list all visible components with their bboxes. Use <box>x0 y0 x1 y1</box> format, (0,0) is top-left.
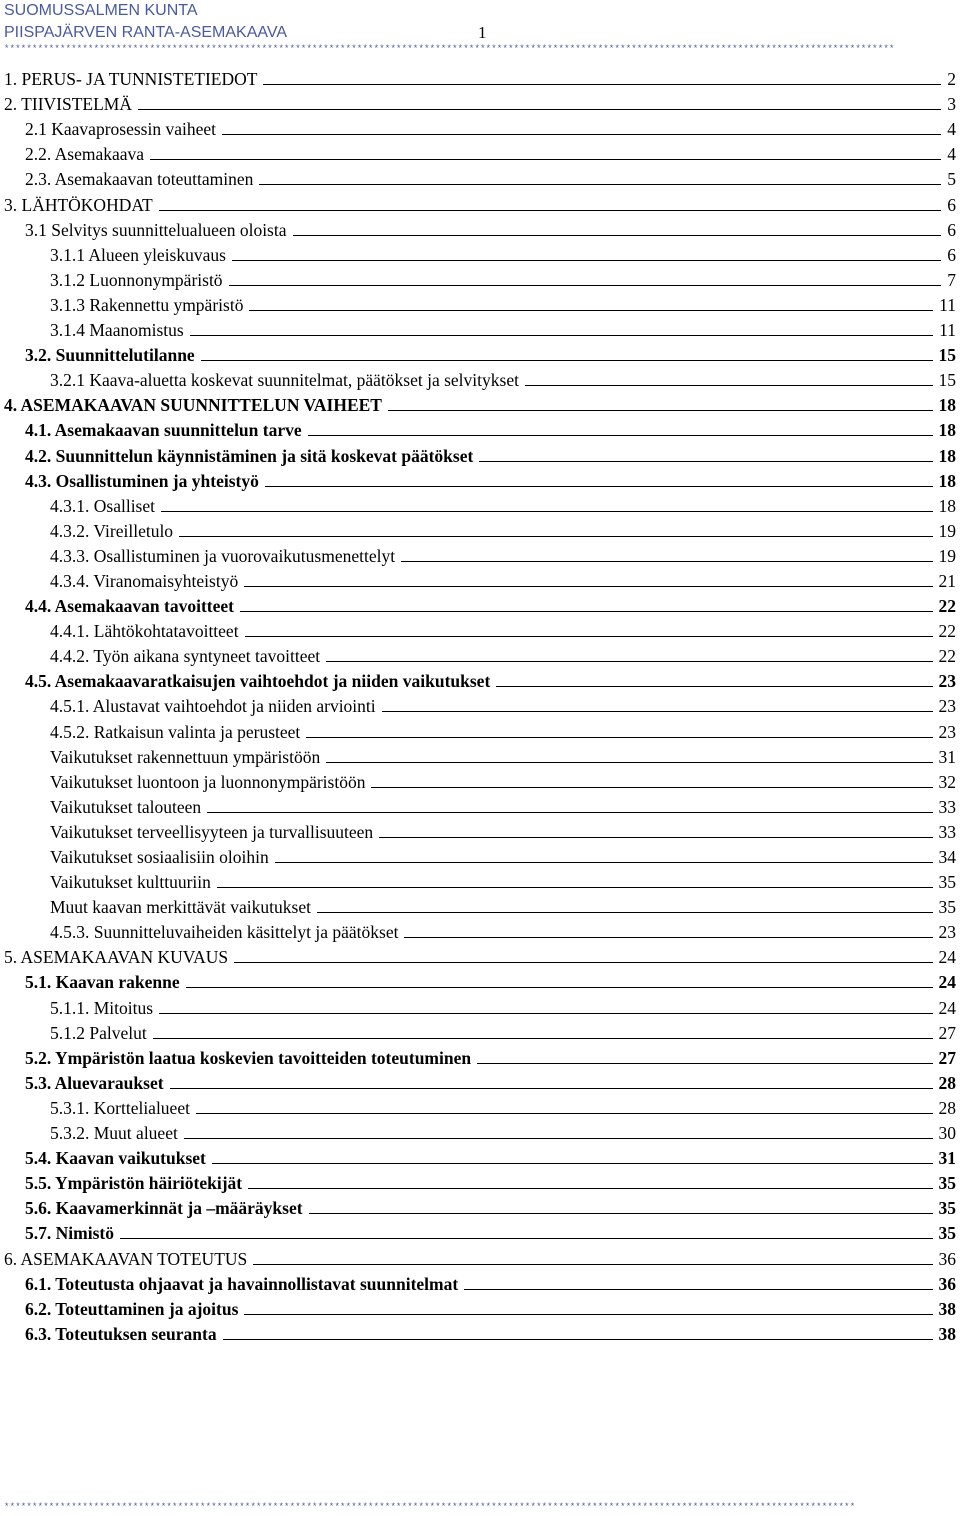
toc-entry[interactable] <box>4 1294 956 1319</box>
toc-entry[interactable] <box>4 390 956 415</box>
toc-leader-line <box>223 1339 933 1340</box>
toc-entry-title: 5.5. Ympäristön häiriötekijät <box>25 1173 243 1194</box>
toc-entry-title: Vaikutukset kulttuuriin <box>50 872 211 893</box>
toc-entry-title: 5.4. Kaavan vaikutukset <box>25 1148 206 1169</box>
toc-entry[interactable] <box>4 892 956 917</box>
toc-entry-page: 35 <box>938 872 956 893</box>
toc-entry[interactable] <box>4 1269 956 1294</box>
toc-entry-page: 18 <box>938 395 956 416</box>
plan-name: PIISPAJÄRVEN RANTA-ASEMAKAAVA <box>4 24 288 41</box>
toc-entry-page: 4 <box>947 119 956 140</box>
toc-entry-page: 18 <box>938 420 956 441</box>
toc-entry-title: 2. TIIVISTELMÄ <box>4 94 132 115</box>
toc-leader-line <box>379 837 932 838</box>
toc-entry-title: 4.4. Asemakaavan tavoitteet <box>25 596 235 617</box>
toc-entry-page: 2 <box>947 69 956 90</box>
toc-entry-title: 3.1.4 Maanomistus <box>50 320 184 341</box>
toc-entry-page: 27 <box>938 1022 956 1043</box>
toc-entry-page: 15 <box>938 370 956 391</box>
toc-leader-line <box>371 787 932 788</box>
toc-entry[interactable] <box>4 967 956 992</box>
toc-entry[interactable] <box>4 1018 956 1043</box>
toc-entry-title: 6.2. Toteuttaminen ja ajoitus <box>25 1298 239 1319</box>
toc-leader-line <box>170 1088 933 1089</box>
toc-leader-line <box>259 184 941 185</box>
toc-entry-title: 4.5.3. Suunnitteluvaiheiden käsittelyt ja päätökset <box>50 922 399 943</box>
header-separator: *************************************************************************************************************************************************************** <box>4 44 895 54</box>
toc-leader-line <box>525 385 933 386</box>
toc-entry-page: 18 <box>938 495 956 516</box>
toc-entry[interactable] <box>4 641 956 666</box>
toc-entry-page: 24 <box>938 947 956 968</box>
toc-entry[interactable] <box>4 440 956 465</box>
toc-entry-title: 5.3.2. Muut alueet <box>50 1123 178 1144</box>
toc-entry-title: 4.1. Asemakaavan suunnittelun tarve <box>25 420 302 441</box>
toc-leader-line <box>120 1238 933 1239</box>
toc-entry-title: 4.5.1. Alustavat vaihtoehdot ja niiden arviointi <box>50 696 376 717</box>
toc-leader-line <box>240 611 932 612</box>
toc-entry[interactable] <box>4 1093 956 1118</box>
toc-entry[interactable] <box>4 466 956 491</box>
toc-entry-page: 23 <box>938 671 956 692</box>
toc-entry-title: 5.2. Ympäristön laatua koskevien tavoitteiden toteutuminen <box>25 1047 472 1068</box>
toc-entry[interactable] <box>4 215 956 240</box>
page-header <box>4 0 954 54</box>
toc-entry-title: 6. ASEMAKAAVAN TOTEUTUS <box>4 1248 248 1269</box>
toc-entry-page: 30 <box>938 1123 956 1144</box>
toc-entry-page: 21 <box>938 570 956 591</box>
toc-entry-page: 18 <box>938 445 956 466</box>
toc-leader-line <box>232 260 941 261</box>
toc-entry[interactable] <box>4 842 956 867</box>
toc-leader-line <box>404 937 932 938</box>
toc-entry-title: 3.1.2 Luonnonympäristö <box>50 269 223 290</box>
toc-leader-line <box>179 536 932 537</box>
toc-entry-page: 15 <box>938 345 956 366</box>
toc-entry[interactable] <box>4 114 956 139</box>
toc-entry-title: Muut kaavan merkittävät vaikutukset <box>50 897 311 918</box>
toc-entry-page: 6 <box>947 194 956 215</box>
toc-entry-page: 4 <box>947 144 956 165</box>
toc-entry-title: Vaikutukset luontoon ja luonnonympäristöön <box>50 771 366 792</box>
toc-leader-line <box>222 134 941 135</box>
toc-entry-title: 4.5. Asemakaavaratkaisujen vaihtoehdot ja niiden vaikutukset <box>25 671 491 692</box>
toc-leader-line <box>161 511 933 512</box>
toc-entry[interactable] <box>4 1143 956 1168</box>
toc-entry[interactable] <box>4 1118 956 1143</box>
toc-entry-title: 5.3. Aluevaraukset <box>25 1072 164 1093</box>
toc-leader-line <box>382 711 933 712</box>
toc-entry[interactable] <box>4 315 956 340</box>
toc-leader-line <box>401 561 932 562</box>
toc-leader-line <box>306 737 932 738</box>
toc-entry-title: 2.3. Asemakaavan toteuttaminen <box>25 169 254 190</box>
toc-entry[interactable] <box>4 189 956 214</box>
toc-leader-line <box>229 285 942 286</box>
toc-entry[interactable] <box>4 917 956 942</box>
toc-entry-page: 22 <box>938 596 956 617</box>
toc-entry-title: 3.1.1 Alueen yleiskuvaus <box>50 244 226 265</box>
toc-leader-line <box>265 486 933 487</box>
toc-entry[interactable] <box>4 666 956 691</box>
toc-entry[interactable] <box>4 491 956 516</box>
toc-leader-line <box>159 1013 932 1014</box>
toc-entry-title: 4.5.2. Ratkaisun valinta ja perusteet <box>50 721 301 742</box>
toc-leader-line <box>150 159 941 160</box>
toc-entry-title: 4.3. Osallistuminen ja yhteistyö <box>25 470 259 491</box>
toc-entry[interactable] <box>4 817 956 842</box>
toc-entry-title: 5. ASEMAKAAVAN KUVAUS <box>4 947 229 968</box>
toc-entry-page: 24 <box>938 972 956 993</box>
toc-entry-page: 23 <box>938 721 956 742</box>
toc-entry[interactable] <box>4 240 956 265</box>
toc-entry-page: 28 <box>938 1072 956 1093</box>
toc-leader-line <box>245 636 933 637</box>
toc-leader-line <box>186 987 933 988</box>
toc-entry-page: 35 <box>938 1198 956 1219</box>
toc-entry-title: 5.1.1. Mitoitus <box>50 997 154 1018</box>
toc-entry[interactable] <box>4 591 956 616</box>
toc-leader-line <box>184 1138 933 1139</box>
toc-entry-title: 4.3.2. Vireilletulo <box>50 520 174 541</box>
toc-leader-line <box>217 887 933 888</box>
toc-entry-page: 6 <box>947 219 956 240</box>
toc-entry[interactable] <box>4 541 956 566</box>
toc-entry-title: 2.2. Asemakaava <box>25 144 145 165</box>
toc-entry-title: 5.3.1. Korttelialueet <box>50 1097 190 1118</box>
toc-entry[interactable] <box>4 1043 956 1068</box>
toc-entry-page: 36 <box>938 1248 956 1269</box>
toc-entry[interactable] <box>4 1168 956 1193</box>
toc-leader-line <box>234 962 932 963</box>
toc-leader-line <box>212 1163 933 1164</box>
toc-entry-page: 5 <box>947 169 956 190</box>
toc-entry[interactable] <box>4 139 956 164</box>
toc-entry-page: 35 <box>938 1223 956 1244</box>
toc-leader-line <box>253 1264 932 1265</box>
toc-entry-title: 4.4.1. Lähtökohtatavoitteet <box>50 621 239 642</box>
toc-leader-line <box>263 84 941 85</box>
toc-entry-page: 22 <box>938 621 956 642</box>
toc-entry[interactable] <box>4 691 956 716</box>
toc-entry-page: 33 <box>938 821 956 842</box>
toc-entry-title: 5.6. Kaavamerkinnät ja –määräykset <box>25 1198 303 1219</box>
toc-leader-line <box>477 1063 932 1064</box>
toc-entry-title: 4.3.3. Osallistuminen ja vuorovaikutusmenettelyt <box>50 545 396 566</box>
toc-entry[interactable] <box>4 1193 956 1218</box>
toc-entry[interactable] <box>4 365 956 390</box>
toc-leader-line <box>464 1289 932 1290</box>
toc-entry-title: 4.3.4. Viranomaisyhteistyö <box>50 570 239 591</box>
toc-entry-page: 36 <box>938 1273 956 1294</box>
toc-entry[interactable] <box>4 616 956 641</box>
toc-entry-title: 3.2. Suunnittelutilanne <box>25 345 195 366</box>
toc-entry-title: 3. LÄHTÖKOHDAT <box>4 194 153 215</box>
toc-leader-line <box>326 762 932 763</box>
toc-entry-page: 11 <box>939 294 956 315</box>
toc-entry-title: 6.3. Toteutuksen seuranta <box>25 1323 217 1344</box>
toc-entry-title: Vaikutukset sosiaalisiin oloihin <box>50 847 269 867</box>
toc-leader-line <box>309 1213 933 1214</box>
toc-entry-page: 31 <box>938 746 956 767</box>
footer-separator: ******************************************************************************************************************************************************** <box>4 1502 856 1512</box>
toc-entry[interactable] <box>4 1243 956 1268</box>
toc-entry[interactable] <box>4 89 956 114</box>
toc-leader-line <box>479 461 932 462</box>
toc-entry-page: 24 <box>938 997 956 1018</box>
toc-entry[interactable] <box>4 716 956 741</box>
toc-entry-title: Vaikutukset rakennettuun ympäristöön <box>50 746 321 767</box>
toc-entry-title: 6.1. Toteutusta ohjaavat ja havainnollistavat suunnitelmat <box>25 1273 459 1294</box>
toc-entry[interactable] <box>4 164 956 189</box>
toc-leader-line <box>138 109 941 110</box>
toc-entry-page: 27 <box>938 1047 956 1068</box>
toc-entry-title: 5.1. Kaavan rakenne <box>25 972 180 993</box>
toc-leader-line <box>317 912 933 913</box>
toc-entry-title: 1. PERUS- JA TUNNISTETIEDOT <box>4 69 258 90</box>
toc-entry[interactable] <box>4 1218 956 1243</box>
toc-entry-page: 23 <box>938 696 956 717</box>
toc-entry[interactable] <box>4 867 956 892</box>
toc-entry-page: 32 <box>938 771 956 792</box>
toc-leader-line <box>244 586 932 587</box>
toc-entry-page: 35 <box>938 1173 956 1194</box>
toc-entry-page: 19 <box>938 545 956 566</box>
toc-leader-line <box>275 862 933 863</box>
toc-leader-line <box>244 1314 932 1315</box>
toc-leader-line <box>207 812 932 813</box>
toc-entry-page: 28 <box>938 1097 956 1118</box>
toc-entry-page: 34 <box>938 847 956 867</box>
toc-entry[interactable] <box>4 992 956 1017</box>
document-title-line <box>4 22 954 44</box>
toc-entry-page: 38 <box>938 1298 956 1319</box>
toc-entry[interactable] <box>4 265 956 290</box>
toc-entry-page: 19 <box>938 520 956 541</box>
toc-entry-title: 4. ASEMAKAAVAN SUUNNITTELUN VAIHEET <box>4 395 382 416</box>
toc-entry-page: 3 <box>947 94 956 115</box>
toc-entry[interactable] <box>4 64 956 89</box>
toc-entry-page: 35 <box>938 897 956 918</box>
toc-entry-page: 33 <box>938 796 956 817</box>
toc-entry-page: 31 <box>938 1148 956 1169</box>
toc-entry-title: 5.7. Nimistö <box>25 1223 114 1244</box>
toc-leader-line <box>248 1188 932 1189</box>
toc-leader-line <box>196 1113 933 1114</box>
toc-leader-line <box>308 435 933 436</box>
toc-entry[interactable] <box>4 767 956 792</box>
toc-entry-page: 11 <box>939 320 956 341</box>
toc-leader-line <box>388 410 933 411</box>
toc-entry[interactable] <box>4 742 956 767</box>
municipality-name: SUOMUSSALMEN KUNTA <box>4 2 198 19</box>
toc-leader-line <box>153 1038 933 1039</box>
toc-leader-line <box>496 686 932 687</box>
toc-entry-page: 22 <box>938 646 956 667</box>
toc-entry-title: Vaikutukset talouteen <box>50 796 202 817</box>
toc-entry[interactable] <box>4 942 956 967</box>
toc-entry-title: Vaikutukset terveellisyyteen ja turvallisuuteen <box>50 821 374 842</box>
toc-leader-line <box>326 661 932 662</box>
toc-entry[interactable] <box>4 415 956 440</box>
toc-entry-page: 23 <box>938 922 956 943</box>
toc-entry-title: 2.1 Kaavaprosessin vaiheet <box>25 119 216 140</box>
toc-entry[interactable] <box>4 1319 956 1344</box>
toc-leader-line <box>190 335 933 336</box>
toc-entry[interactable] <box>4 1068 956 1093</box>
page-footer <box>4 1502 944 1512</box>
toc-entry-title: 4.2. Suunnittelun käynnistäminen ja sitä koskevat päätökset <box>25 445 474 466</box>
table-of-contents <box>4 64 956 1344</box>
toc-entry[interactable] <box>4 566 956 591</box>
toc-entry-page: 38 <box>938 1323 956 1344</box>
toc-entry[interactable] <box>4 792 956 817</box>
toc-entry-title: 3.1 Selvitys suunnittelualueen oloista <box>25 219 287 240</box>
toc-entry-page: 6 <box>947 244 956 265</box>
toc-entry-title: 4.4.2. Työn aikana syntyneet tavoitteet <box>50 646 321 667</box>
toc-leader-line <box>201 360 933 361</box>
toc-entry-title: 5.1.2 Palvelut <box>50 1022 147 1043</box>
toc-entry[interactable] <box>4 516 956 541</box>
toc-entry-title: 3.2.1 Kaava-aluetta koskevat suunnitelmat, päätökset ja selvitykset <box>50 370 519 391</box>
toc-leader-line <box>159 210 942 211</box>
toc-entry-title: 4.3.1. Osalliset <box>50 495 155 516</box>
toc-entry-title: 3.1.3 Rakennettu ympäristö <box>50 294 244 315</box>
page-number: 1 <box>478 23 487 42</box>
toc-entry[interactable] <box>4 290 956 315</box>
toc-leader-line <box>293 235 942 236</box>
toc-entry-page: 18 <box>938 470 956 491</box>
toc-entry-page: 7 <box>947 269 956 290</box>
toc-leader-line <box>249 310 933 311</box>
toc-entry[interactable] <box>4 340 956 365</box>
